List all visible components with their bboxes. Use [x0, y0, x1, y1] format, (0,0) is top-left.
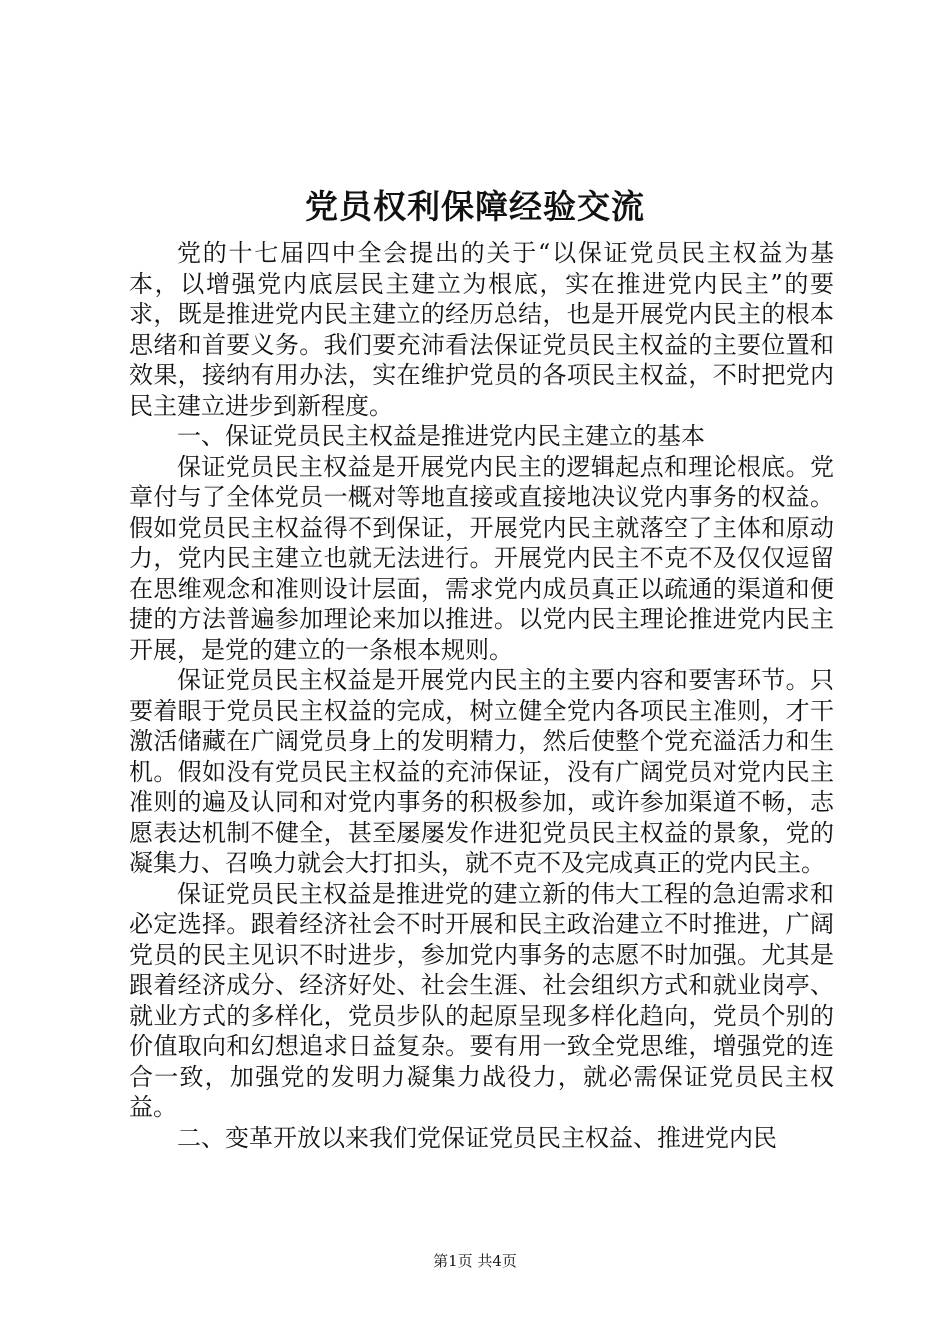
- page-footer: 第1页 共4页: [433, 1252, 517, 1270]
- section-heading-1: 一、保证党员民主权益是推进党内民主建立的基本: [177, 422, 705, 450]
- paragraph-1: 保证党员民主权益是开展党内民主的逻辑起点和理论根底。党章付与了全体党员一概对等地直接或直接地决议党内事务的权益。假如党员民主权益得不到保证，开展党内民主就落空了主体和原动力，党内民主建立也就无法进行。开展党内民主不克不及仅仅逗留在思维观念和准则设计层面，需求党内成员真正以疏通的渠道和便捷的方法普遍参加理论来加以推进。以党内民主理论推进党内民主开展，是党的建立的一条根本规则。: [129, 452, 834, 664]
- paragraph-intro: 党的十七届四中全会提出的关于“以保证党员民主权益为基本，以增强党内底层民主建立为根底，实在推进党内民主”的要求，既是推进党内民主建立的经历总结，也是开展党内民主的根本思绪和首要义务。我们要充沛看法保证党员民主权益的主要位置和效果，接纳有用办法，实在维护党员的各项民主权益，不时把党内民主建立进步到新程度。: [129, 239, 834, 420]
- section-heading-2: 二、变革开放以来我们党保证党员民主权益、推进党内民: [177, 1123, 777, 1152]
- paragraph-2: 保证党员民主权益是开展党内民主的主要内容和要害环节。只要着眼于党员民主权益的完成，树立健全党内各项民主准则，才干激活储藏在广阔党员身上的发明精力，然后使整个党充溢活力和生机。假如没有党员民主权益的充沛保证，没有广阔党员对党内民主准则的遍及认同和对党内事务的积极参加，或许参加渠道不畅，志愿表达机制不健全，甚至屡屡发作进犯党员民主权益的景象，党的凝集力、召唤力就会大打扣头，就不克不及完成真正的党内民主。: [129, 666, 834, 877]
- document-title: 党员权利保障经验交流: [305, 187, 645, 226]
- document-body: [129, 238, 834, 1153]
- paragraph-3: 保证党员民主权益是推进党的建立新的伟大工程的急迫需求和必定选择。跟着经济社会不时开展和民主政治建立不时推进，广阔党员的民主见识不时进步，参加党内事务的志愿不时加强。尤其是跟着经济成分、经济好处、社会生涯、社会组织方式和就业岗亭、就业方式的多样化，党员步队的起原呈现多样化趋向，党员个别的价值取向和幻想追求日益复杂。要有用一致全党思维，增强党的连合一致，加强党的发明力凝集力战役力，就必需保证党员民主权益。: [129, 879, 834, 1121]
